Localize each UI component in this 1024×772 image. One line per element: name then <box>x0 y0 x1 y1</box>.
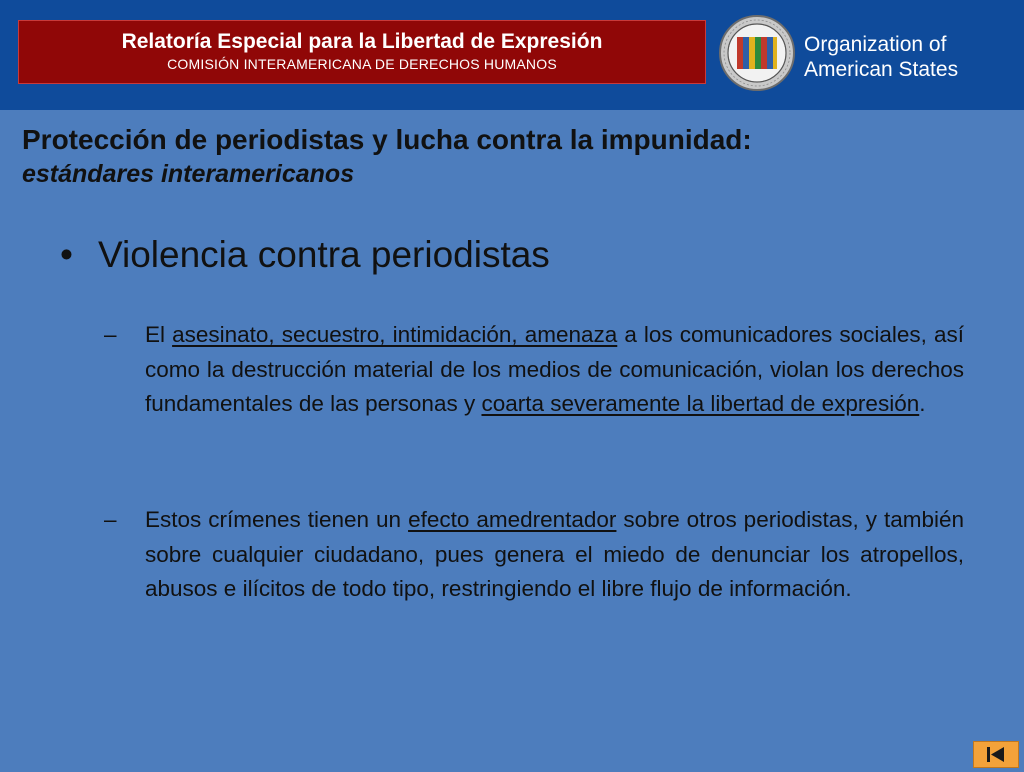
oas-name-line1: Organization of <box>804 33 947 56</box>
banner-title: Relatoría Especial para la Libertad de Expresión <box>121 30 603 53</box>
underlined-text: asesinato, secuestro, intimidación, amenaza <box>172 322 618 347</box>
oas-name <box>804 32 958 82</box>
oas-seal-icon <box>718 12 796 94</box>
slide-title-sub: estándares interamericanos <box>22 160 355 188</box>
underlined-text: efecto amedrentador <box>408 507 617 532</box>
underlined-text: coarta severamente la libertad de expresión <box>481 391 920 416</box>
skip-to-start-icon <box>974 742 1018 767</box>
slide-title-main: Protección de periodistas y lucha contra la impunidad: <box>22 124 752 155</box>
subpoint-1 <box>104 318 964 422</box>
subpoint-2 <box>104 503 964 607</box>
main-bullet <box>60 232 550 278</box>
subpoint-text <box>145 318 964 422</box>
organization-banner <box>18 20 706 84</box>
subpoint-text <box>145 503 964 607</box>
bullet-marker: • <box>60 234 73 275</box>
slide-title <box>22 122 1002 190</box>
oas-logo <box>718 12 1018 102</box>
main-bullet-text: Violencia contra periodistas <box>98 234 550 275</box>
text-run: sobre otros periodistas, y también sobre cualquier ciudadano, pues genera el miedo de denunciar los atropellos, abusos e ilícitos de todo tipo, restringiendo el libre flujo de información. <box>145 507 965 601</box>
text-run: . <box>919 391 926 416</box>
text-run: Estos crímenes tienen un <box>145 507 409 532</box>
oas-name-line2: American States <box>804 58 959 81</box>
text-run: El <box>145 322 173 347</box>
dash-marker: – <box>104 507 117 532</box>
skip-to-start-button[interactable] <box>973 741 1019 768</box>
banner-subtitle: COMISIÓN INTERAMERICANA DE DERECHOS HUMANOS <box>167 56 557 72</box>
dash-marker: – <box>104 322 117 347</box>
text-run: a los comunicadores sociales, así como la destrucción material de los medios de comunicación, violan los derechos fundamentales de las personas y <box>145 322 964 416</box>
